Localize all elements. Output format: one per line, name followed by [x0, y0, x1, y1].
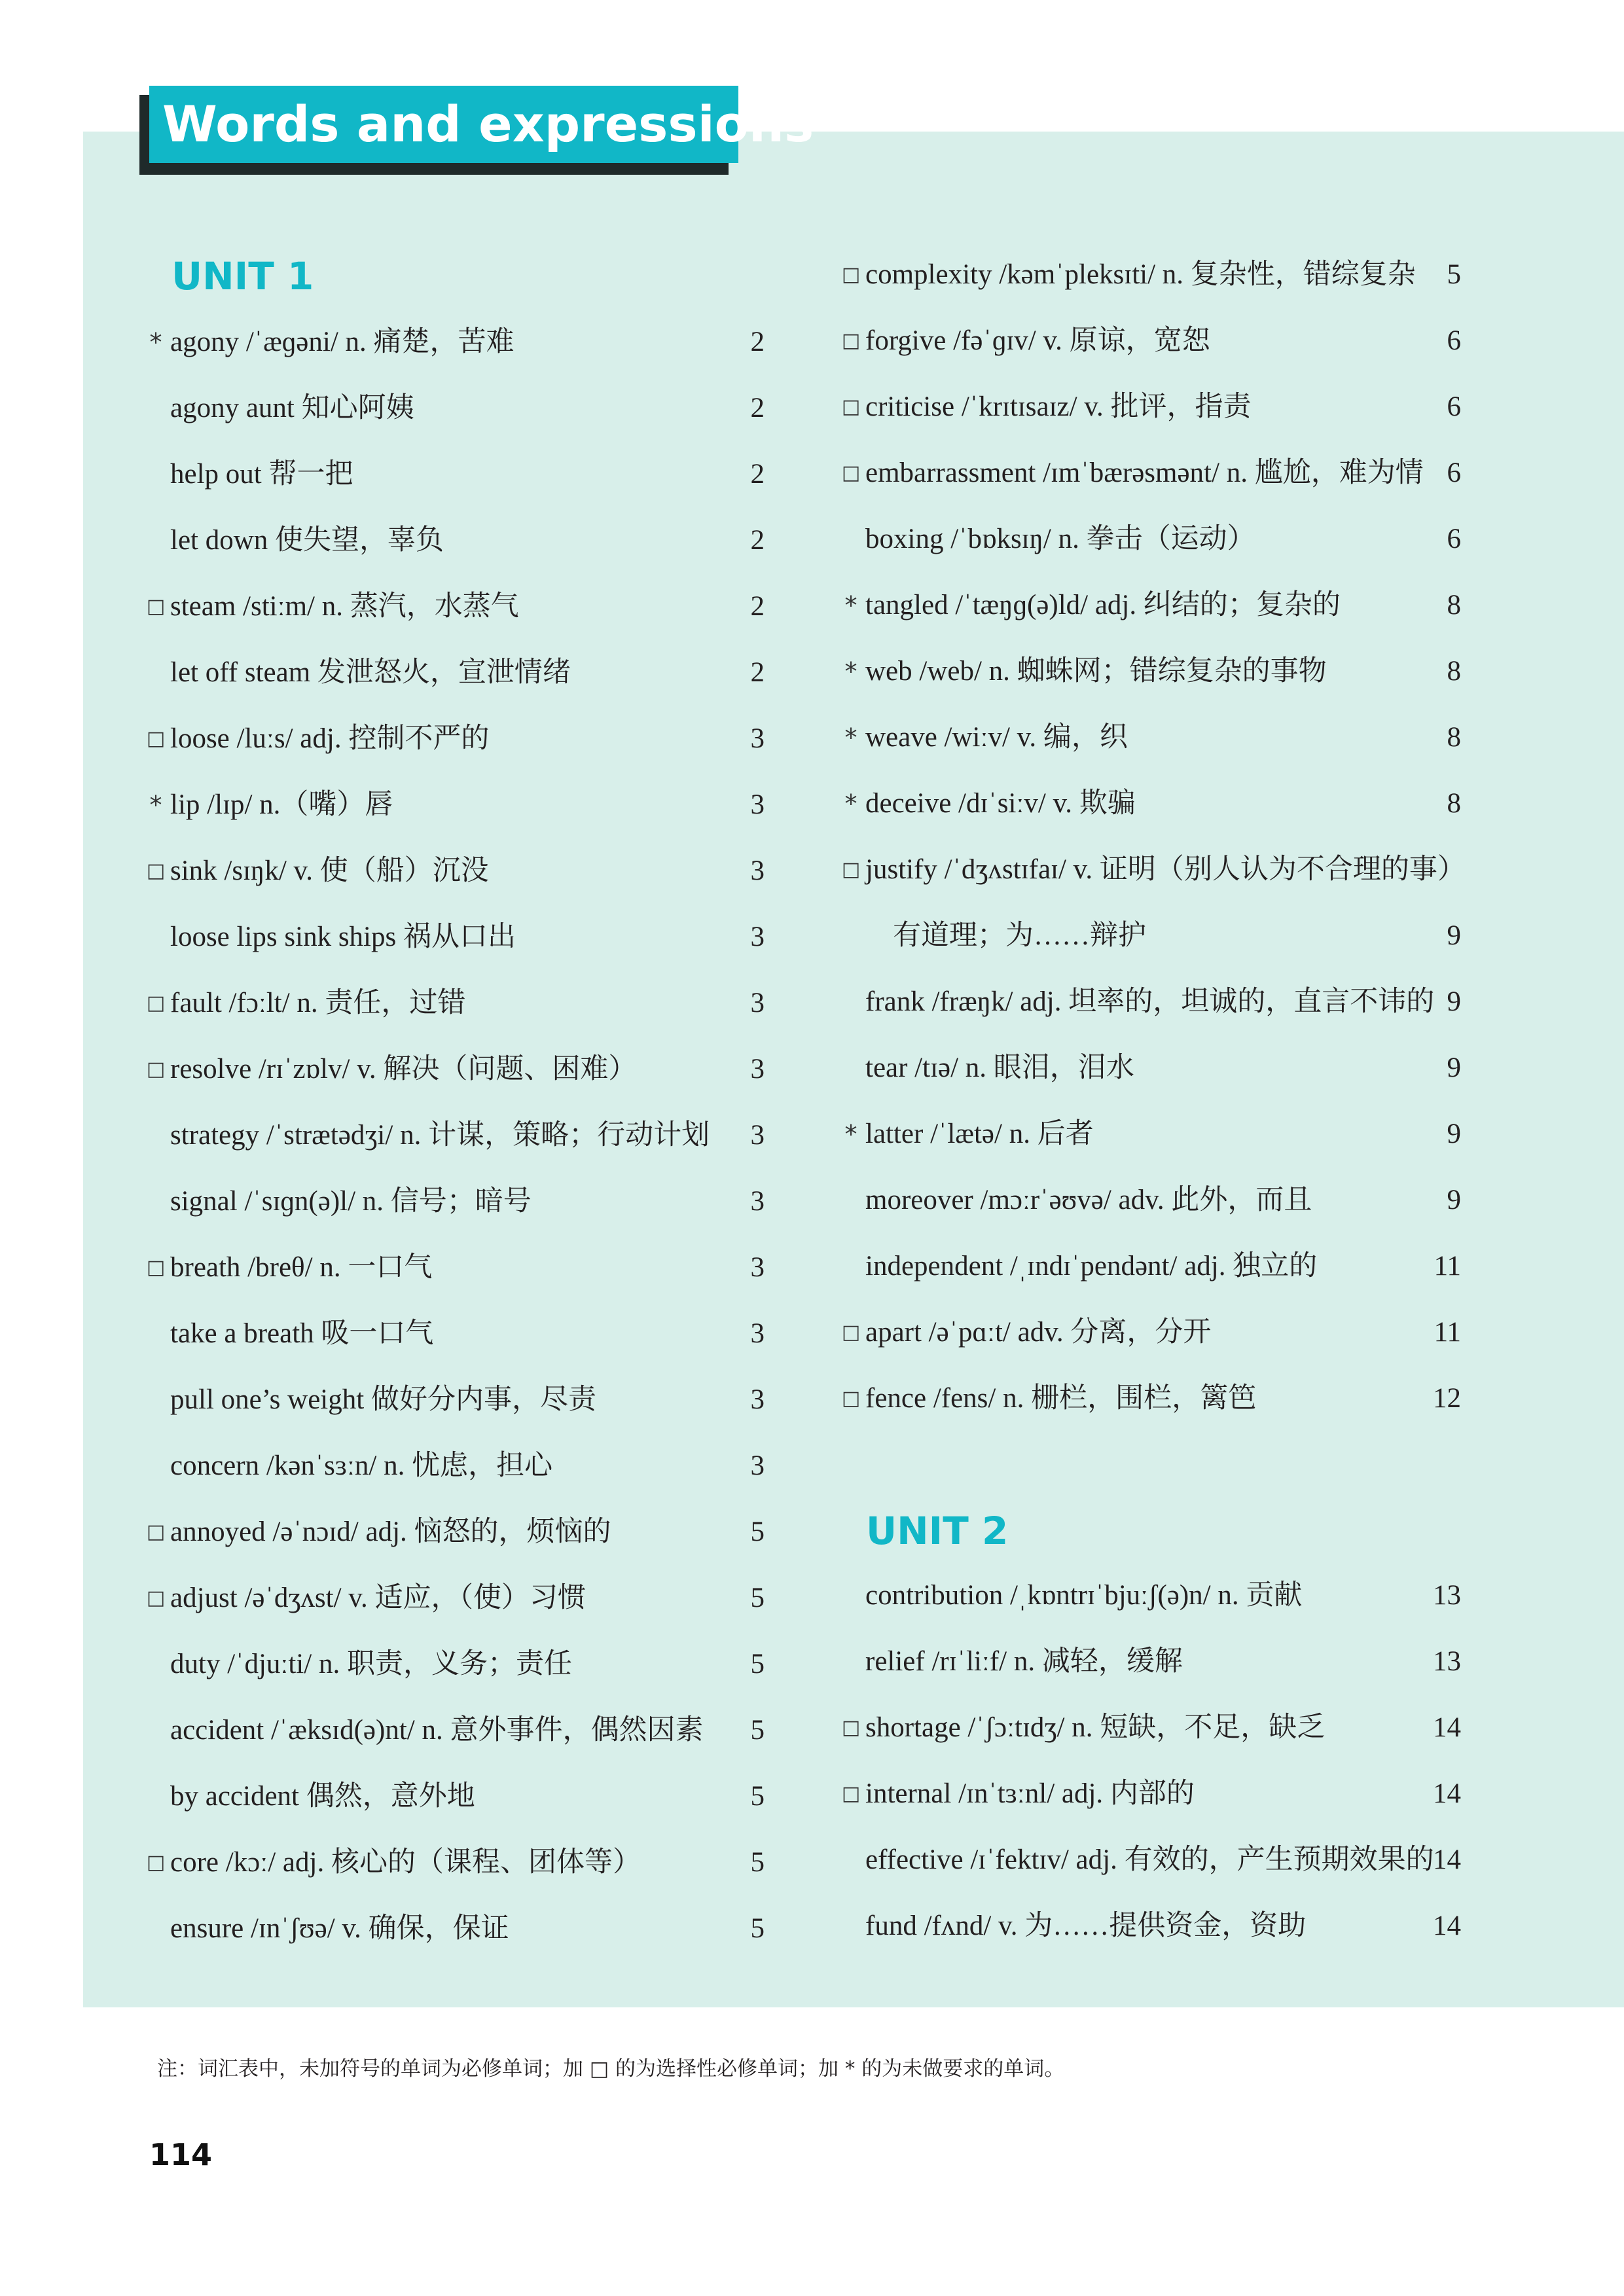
vocab-text: shortage /ˈʃɔːtɪdʒ/ n. 短缺，不足，缺乏	[865, 1712, 1326, 1743]
vocab-text: help out 帮一把	[170, 459, 353, 490]
square-marker: □	[841, 395, 861, 418]
vocab-text: forgive /fəˈɡɪv/ v. 原谅，宽恕	[865, 325, 1210, 356]
vocab-text: resolve /rɪˈzɒlv/ v. 解决（问题、困难）	[170, 1054, 637, 1085]
vocab-page: 9	[1447, 986, 1461, 1017]
vocab-page: 12	[1433, 1383, 1461, 1414]
star-marker: *	[844, 1120, 857, 1149]
square-marker: □	[146, 727, 166, 750]
footnote: 注：词汇表中，未加符号的单词为必修单词；加 □ 的为选择性必修单词；加 * 的为未做要求的单词。	[157, 2057, 1065, 2081]
vocab-page: 9	[1447, 1119, 1461, 1149]
vocab-text: breath /breθ/ n. 一口气	[170, 1252, 433, 1283]
vocab-text: core /kɔː/ adj. 核心的（课程、团体等）	[170, 1847, 641, 1878]
vocab-page: 6	[1447, 524, 1461, 554]
square-marker: □	[841, 858, 861, 881]
vocab-page: 13	[1433, 1646, 1461, 1677]
vocab-page: 3	[750, 1384, 765, 1415]
vocab-text: internal /ɪnˈtɜːnl/ adj. 内部的	[865, 1778, 1195, 1809]
vocab-page: 3	[750, 1252, 765, 1283]
vocab-text: relief /rɪˈliːf/ n. 减轻，缓解	[865, 1646, 1183, 1677]
vocab-page: 9	[1447, 1185, 1461, 1215]
vocab-text: 有道理；为……辩护	[893, 920, 1146, 951]
vocab-text: take a breath 吸一口气	[170, 1318, 434, 1349]
star-marker: *	[844, 657, 857, 686]
vocab-text: tear /tɪə/ n. 眼泪，泪水	[865, 1052, 1134, 1083]
vocab-page: 6	[1447, 457, 1461, 488]
vocab-page: 2	[750, 459, 765, 490]
vocab-text: fault /fɔːlt/ n. 责任，过错	[170, 988, 466, 1018]
vocab-page: 3	[750, 1120, 765, 1151]
vocab-text: weave /wiːv/ v. 编，织	[865, 722, 1128, 753]
vocab-text: frank /fræŋk/ adj. 坦率的，坦诚的，直言不讳的	[865, 986, 1435, 1017]
square-marker: □	[146, 1587, 166, 1609]
vocab-page: 8	[1447, 656, 1461, 687]
vocab-page: 2	[750, 327, 765, 357]
vocab-page: 8	[1447, 722, 1461, 753]
star-marker: *	[149, 328, 162, 357]
vocab-text: fence /fens/ n. 栅栏，围栏，篱笆	[865, 1383, 1257, 1414]
vocab-text: sink /sɪŋk/ v. 使（船）沉没	[170, 855, 489, 886]
square-marker: □	[146, 1256, 166, 1279]
vocab-text: loose lips sink ships 祸从口出	[170, 922, 516, 952]
vocab-text: apart /əˈpɑːt/ adv. 分离，分开	[865, 1317, 1212, 1348]
vocab-text: accident /ˈæksɪd(ə)nt/ n. 意外事件，偶然因素	[170, 1715, 704, 1746]
vocab-text: let off steam 发泄怒火，宣泄情绪	[170, 657, 571, 688]
vocab-text: boxing /ˈbɒksɪŋ/ n. 拳击（运动）	[865, 524, 1255, 554]
page-title: Words and expressions	[162, 95, 814, 153]
square-marker: □	[146, 859, 166, 882]
vocab-text: latter /ˈlætə/ n. 后者	[865, 1119, 1094, 1149]
vocab-text: ensure /ɪnˈʃʊə/ v. 确保，保证	[170, 1913, 509, 1944]
vocab-page: 5	[750, 1649, 765, 1679]
vocab-text: loose /luːs/ adj. 控制不严的	[170, 723, 490, 754]
vocab-text: web /web/ n. 蜘蛛网；错综复杂的事物	[865, 656, 1327, 687]
square-marker: □	[146, 595, 166, 618]
vocab-text: concern /kənˈsɜːn/ n. 忧虑，担心	[170, 1450, 553, 1481]
vocab-page: 3	[750, 855, 765, 886]
vocab-text: independent /ˌɪndɪˈpendənt/ adj. 独立的	[865, 1251, 1318, 1282]
vocab-page: 11	[1434, 1317, 1461, 1348]
vocab-text: strategy /ˈstrætədʒi/ n. 计谋，策略；行动计划	[170, 1120, 710, 1151]
vocab-page: 3	[750, 789, 765, 820]
square-marker: □	[841, 1716, 861, 1739]
vocab-page: 5	[750, 1913, 765, 1944]
vocab-page: 3	[750, 1054, 765, 1085]
vocab-text: lip /lɪp/ n.（嘴）唇	[170, 789, 393, 820]
unit-1-heading: UNIT 1	[171, 254, 314, 298]
vocab-text: embarrassment /ɪmˈbærəsmənt/ n. 尴尬，难为情	[865, 457, 1424, 488]
vocab-text: agony aunt 知心阿姨	[170, 393, 414, 423]
vocab-text: duty /ˈdjuːti/ n. 职责，义务；责任	[170, 1649, 572, 1679]
vocab-page: 3	[750, 1450, 765, 1481]
vocab-page: 14	[1433, 1844, 1461, 1875]
vocab-text: annoyed /əˈnɔɪd/ adj. 恼怒的，烦恼的	[170, 1516, 611, 1547]
vocab-text: justify /ˈdʒʌstɪfaɪ/ v. 证明（别人认为不合理的事）	[865, 854, 1466, 885]
vocab-page: 3	[750, 1318, 765, 1349]
vocab-page: 8	[1447, 788, 1461, 819]
vocab-page: 3	[750, 1186, 765, 1217]
vocab-text: effective /ɪˈfektɪv/ adj. 有效的，产生预期效果的	[865, 1844, 1434, 1875]
square-marker: □	[146, 1520, 166, 1543]
square-marker: □	[146, 1851, 166, 1874]
vocab-page: 14	[1433, 1712, 1461, 1743]
vocab-page: 2	[750, 657, 765, 688]
vocab-page: 5	[750, 1781, 765, 1812]
star-marker: *	[149, 791, 162, 819]
vocab-page: 8	[1447, 590, 1461, 620]
vocab-page: 9	[1447, 1052, 1461, 1083]
square-marker: □	[841, 1387, 861, 1410]
vocab-page: 11	[1434, 1251, 1461, 1282]
vocab-page: 14	[1433, 1778, 1461, 1809]
vocab-page: 3	[750, 922, 765, 952]
vocab-page: 5	[750, 1847, 765, 1878]
vocab-text: fund /fʌnd/ v. 为……提供资金，资助	[865, 1910, 1307, 1941]
square-marker: □	[841, 329, 861, 352]
vocab-text: moreover /mɔːrˈəʊvə/ adv. 此外，而且	[865, 1185, 1312, 1215]
vocab-page: 13	[1433, 1580, 1461, 1611]
vocab-text: let down 使失望，辜负	[170, 525, 444, 556]
vocab-page: 6	[1447, 391, 1461, 422]
vocab-page: 3	[750, 723, 765, 754]
square-marker: □	[146, 1058, 166, 1081]
star-marker: *	[844, 789, 857, 818]
star-marker: *	[844, 723, 857, 752]
vocab-page: 14	[1433, 1910, 1461, 1941]
star-marker: *	[844, 591, 857, 620]
vocab-page: 5	[750, 1715, 765, 1746]
vocab-text: complexity /kəmˈpleksɪti/ n. 复杂性，错综复杂	[865, 259, 1416, 290]
vocab-page: 3	[750, 988, 765, 1018]
vocab-page: 6	[1447, 325, 1461, 356]
vocab-page: 5	[1447, 259, 1461, 290]
vocab-text: contribution /ˌkɒntrɪˈbjuːʃ(ə)n/ n. 贡献	[865, 1580, 1303, 1611]
vocab-text: tangled /ˈtæŋɡ(ə)ld/ adj. 纠结的；复杂的	[865, 590, 1341, 620]
vocab-page: 2	[750, 591, 765, 622]
vocab-text: pull one’s weight 做好分内事，尽责	[170, 1384, 596, 1415]
square-marker: □	[146, 992, 166, 1014]
unit-2-heading: UNIT 2	[866, 1509, 1009, 1553]
vocab-text: criticise /ˈkrɪtɪsaɪz/ v. 批评，指责	[865, 391, 1252, 422]
square-marker: □	[841, 263, 861, 286]
vocab-page: 5	[750, 1516, 765, 1547]
vocab-text: deceive /dɪˈsiːv/ v. 欺骗	[865, 788, 1136, 819]
vocab-text: by accident 偶然，意外地	[170, 1781, 475, 1812]
vocab-page: 9	[1447, 920, 1461, 951]
square-marker: □	[841, 1782, 861, 1805]
vocab-text: steam /stiːm/ n. 蒸汽，水蒸气	[170, 591, 519, 622]
vocab-page: 2	[750, 525, 765, 556]
page-number: 114	[149, 2137, 213, 2172]
square-marker: □	[841, 1321, 861, 1344]
vocab-page: 2	[750, 393, 765, 423]
vocab-text: agony /ˈæɡəni/ n. 痛楚，苦难	[170, 327, 514, 357]
vocab-text: signal /ˈsɪɡn(ə)l/ n. 信号；暗号	[170, 1186, 532, 1217]
vocab-page: 5	[750, 1583, 765, 1613]
square-marker: □	[841, 461, 861, 484]
vocab-text: adjust /əˈdʒʌst/ v. 适应，（使）习惯	[170, 1583, 586, 1613]
